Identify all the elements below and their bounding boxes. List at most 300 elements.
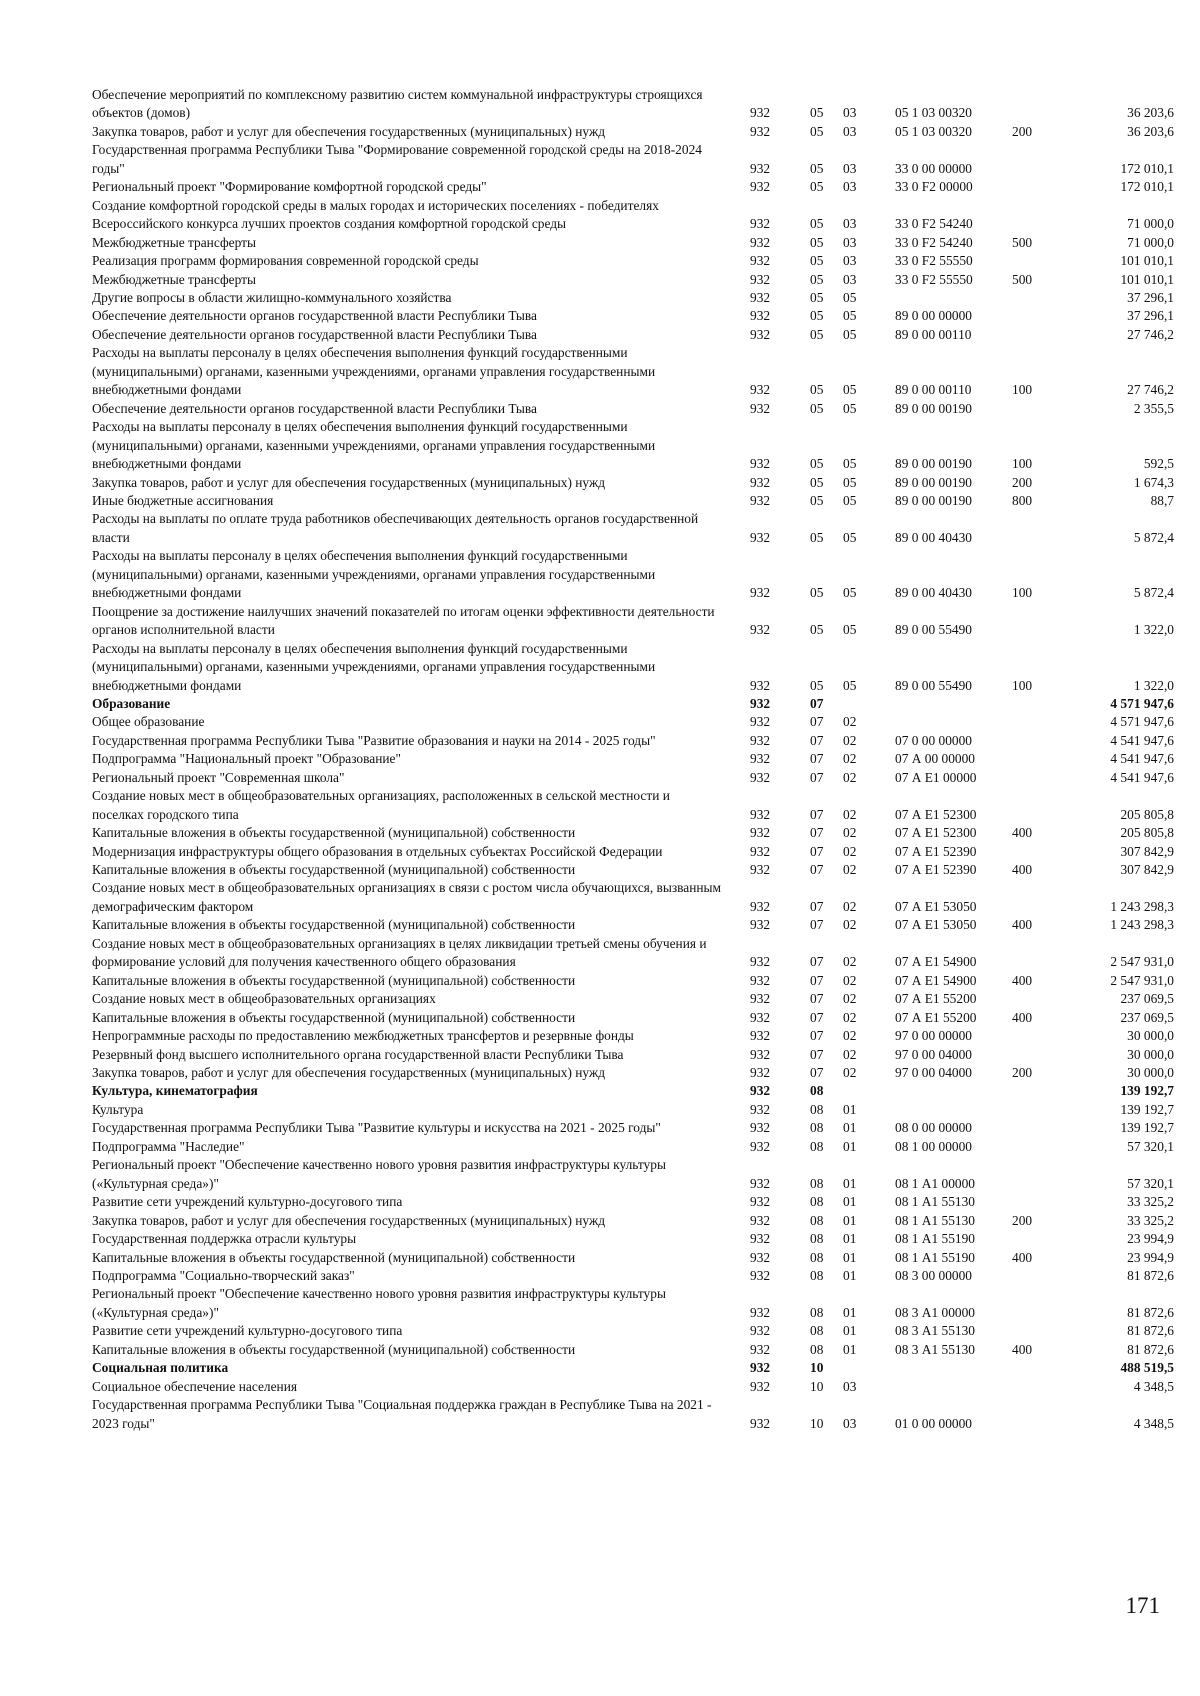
row-target-article: 89 0 00 00110 — [895, 326, 972, 342]
row-amount: 23 994,9 — [1127, 1231, 1174, 1247]
row-section-code: 10 — [810, 1415, 824, 1431]
row-target-article: 07 А Е1 54900 — [895, 972, 977, 988]
row-target-article: 89 0 00 55490 — [895, 622, 972, 638]
row-target-article: 07 А Е1 52390 — [895, 843, 977, 859]
row-amount: 1 674,3 — [1133, 474, 1174, 490]
row-name: Создание новых мест в общеобразовательных организациях в целях ликвидации третьей смены обучения и формирование условий для получения качественного общего образования — [92, 935, 707, 970]
row-amount: 81 872,6 — [1127, 1341, 1174, 1357]
row-section-code: 07 — [810, 1065, 824, 1081]
row-ved-code: 932 — [750, 1249, 771, 1265]
row-target-article: 89 0 00 40430 — [895, 585, 972, 601]
row-subsection-code: 02 — [843, 1065, 857, 1081]
row-section-code: 07 — [810, 991, 824, 1007]
row-amount: 4 348,5 — [1133, 1378, 1174, 1394]
row-section-code: 05 — [810, 216, 824, 232]
row-ved-code: 932 — [750, 1175, 771, 1191]
row-target-article: 07 А 00 00000 — [895, 751, 975, 767]
row-name: Общее образование — [92, 714, 205, 730]
row-amount: 139 192,7 — [1120, 1120, 1174, 1136]
table-row — [92, 713, 1172, 731]
row-subsection-code: 02 — [843, 825, 857, 841]
row-name: Капитальные вложения в объекты государственной (муниципальной) собственности — [92, 972, 576, 988]
row-subsection-code: 05 — [843, 456, 857, 472]
row-amount: 2 547 931,0 — [1110, 954, 1174, 970]
row-target-article: 08 1 А1 00000 — [895, 1175, 975, 1191]
row-section-code: 07 — [810, 695, 824, 711]
row-section-code: 07 — [810, 751, 824, 767]
row-subsection-code: 05 — [843, 492, 857, 508]
row-target-article: 08 1 А1 55190 — [895, 1249, 975, 1265]
row-subsection-code: 02 — [843, 917, 857, 933]
table-row — [92, 510, 1172, 547]
row-ved-code: 932 — [750, 1415, 771, 1431]
row-expense-type: 100 — [1012, 382, 1033, 398]
row-subsection-code: 02 — [843, 769, 857, 785]
table-row — [92, 1230, 1172, 1248]
row-name: Обеспечение деятельности органов государственной власти Республики Тыва — [92, 308, 537, 324]
table-row — [92, 990, 1172, 1008]
table-row — [92, 1378, 1172, 1396]
row-amount: 592,5 — [1143, 456, 1174, 472]
table-row — [92, 916, 1172, 934]
row-section-code: 05 — [810, 622, 824, 638]
row-subsection-code: 01 — [843, 1304, 857, 1320]
row-target-article: 33 0 F2 55550 — [895, 253, 973, 269]
row-amount: 57 320,1 — [1127, 1175, 1174, 1191]
row-amount: 23 994,9 — [1127, 1249, 1174, 1265]
row-name: Капитальные вложения в объекты государственной (муниципальной) собственности — [92, 1341, 576, 1357]
row-subsection-code: 02 — [843, 806, 857, 822]
row-subsection-code: 03 — [843, 271, 857, 287]
row-subsection-code: 02 — [843, 751, 857, 767]
table-row — [92, 824, 1172, 842]
row-name: Расходы на выплаты персоналу в целях обеспечения выполнения функций государственными (муниципальными) органами, казенными учреждениями, органами управления государственными внебюджетными фондами — [92, 548, 656, 601]
row-name: Закупка товаров, работ и услуг для обеспечения государственных (муниципальных) нужд — [92, 1212, 606, 1228]
row-target-article: 08 3 А1 00000 — [895, 1304, 975, 1320]
row-target-article: 07 А Е1 55200 — [895, 991, 977, 1007]
row-target-article: 33 0 F2 55550 — [895, 271, 973, 287]
row-expense-type: 400 — [1012, 1341, 1033, 1357]
row-name: Региональный проект "Формирование комфортной городской среды" — [92, 179, 487, 195]
row-ved-code: 932 — [750, 1378, 771, 1394]
row-expense-type: 400 — [1012, 972, 1033, 988]
budget-table — [92, 86, 1172, 1433]
section-row — [92, 1359, 1172, 1377]
row-ved-code: 932 — [750, 1341, 771, 1357]
table-row — [92, 1119, 1172, 1137]
row-section-code: 08 — [810, 1083, 824, 1099]
row-target-article: 89 0 00 00190 — [895, 492, 972, 508]
row-target-article: 33 0 F2 54240 — [895, 234, 973, 250]
table-row — [92, 400, 1172, 418]
row-section-code: 08 — [810, 1101, 824, 1117]
row-subsection-code: 01 — [843, 1175, 857, 1191]
row-amount: 4 541 947,6 — [1110, 769, 1174, 785]
row-subsection-code: 05 — [843, 326, 857, 342]
row-amount: 36 203,6 — [1127, 123, 1174, 139]
row-ved-code: 932 — [750, 1360, 771, 1376]
row-ved-code: 932 — [750, 400, 771, 416]
row-target-article: 07 А Е1 53050 — [895, 898, 977, 914]
row-amount: 5 872,4 — [1133, 585, 1174, 601]
table-row — [92, 640, 1172, 695]
row-name: Региональный проект "Современная школа" — [92, 769, 345, 785]
row-section-code: 08 — [810, 1120, 824, 1136]
row-expense-type: 100 — [1012, 585, 1033, 601]
row-name: Непрограммные расходы по предоставлению межбюджетных трансфертов и резервные фонды — [92, 1028, 634, 1044]
row-ved-code: 932 — [750, 1194, 771, 1210]
row-section-code: 05 — [810, 160, 824, 176]
row-section-code: 07 — [810, 1028, 824, 1044]
row-expense-type: 200 — [1012, 474, 1033, 490]
row-amount: 488 519,5 — [1120, 1360, 1174, 1376]
row-target-article: 05 1 03 00320 — [895, 105, 972, 121]
row-target-article: 07 А Е1 52300 — [895, 806, 977, 822]
row-name: Закупка товаров, работ и услуг для обеспечения государственных (муниципальных) нужд — [92, 474, 606, 490]
row-amount: 4 541 947,6 — [1110, 732, 1174, 748]
row-subsection-code: 01 — [843, 1323, 857, 1339]
row-section-code: 07 — [810, 825, 824, 841]
row-amount: 172 010,1 — [1120, 179, 1174, 195]
row-target-article: 07 0 00 00000 — [895, 732, 972, 748]
table-row — [92, 271, 1172, 289]
row-amount: 37 296,1 — [1127, 308, 1174, 324]
row-subsection-code: 03 — [843, 234, 857, 250]
row-target-article: 07 А Е1 00000 — [895, 769, 977, 785]
row-amount: 5 872,4 — [1133, 529, 1174, 545]
table-row — [92, 732, 1172, 750]
row-ved-code: 932 — [750, 1028, 771, 1044]
row-section-code: 05 — [810, 308, 824, 324]
row-target-article: 33 0 F2 54240 — [895, 216, 973, 232]
row-amount: 57 320,1 — [1127, 1138, 1174, 1154]
row-amount: 30 000,0 — [1127, 1065, 1174, 1081]
row-section-code: 05 — [810, 234, 824, 250]
row-amount: 33 325,2 — [1127, 1194, 1174, 1210]
row-name: Создание новых мест в общеобразовательных организациях в связи с ростом числа обучающихся, вызванным демографическим фактором — [92, 880, 722, 914]
row-ved-code: 932 — [750, 308, 771, 324]
row-subsection-code: 03 — [843, 179, 857, 195]
row-section-code: 05 — [810, 179, 824, 195]
row-subsection-code: 02 — [843, 1009, 857, 1025]
table-row — [92, 879, 1172, 916]
row-target-article: 07 А Е1 52390 — [895, 862, 977, 878]
row-section-code: 05 — [810, 105, 824, 121]
row-section-code: 10 — [810, 1378, 824, 1394]
row-section-code: 05 — [810, 400, 824, 416]
table-row — [92, 474, 1172, 492]
row-section-code: 05 — [810, 474, 824, 490]
table-row — [92, 1009, 1172, 1027]
row-amount: 30 000,0 — [1127, 1046, 1174, 1062]
row-name: Межбюджетные трансферты — [92, 271, 256, 287]
row-amount: 1 322,0 — [1133, 677, 1174, 693]
row-section-code: 05 — [810, 677, 824, 693]
row-name: Культура, кинематография — [92, 1083, 258, 1099]
row-section-code: 05 — [810, 271, 824, 287]
row-ved-code: 932 — [750, 917, 771, 933]
row-expense-type: 200 — [1012, 1212, 1033, 1228]
row-subsection-code: 02 — [843, 991, 857, 1007]
row-section-code: 08 — [810, 1268, 824, 1283]
row-name: Региональный проект "Обеспечение качественно нового уровня развития инфраструктуры культуры («Культурная среда»)" — [92, 1157, 666, 1191]
row-subsection-code: 02 — [843, 714, 857, 730]
row-target-article: 07 А Е1 53050 — [895, 917, 977, 933]
row-target-article: 08 0 00 00000 — [895, 1120, 972, 1136]
table-row — [92, 1212, 1172, 1230]
row-name: Государственная программа Республики Тыва "Социальная поддержка граждан в Республике Тыва на 2021 - 2023 годы" — [92, 1397, 712, 1431]
row-ved-code: 932 — [750, 991, 771, 1007]
table-row — [92, 418, 1172, 473]
row-name: Межбюджетные трансферты — [92, 234, 256, 250]
table-row — [92, 197, 1172, 234]
table-row — [92, 307, 1172, 325]
row-amount: 33 325,2 — [1127, 1212, 1174, 1228]
row-amount: 307 842,9 — [1120, 843, 1174, 859]
row-name: Обеспечение мероприятий по комплексному развитию систем коммунальной инфраструктуры строящихся объектов (домов) — [92, 87, 703, 121]
row-section-code: 07 — [810, 769, 824, 785]
row-section-code: 08 — [810, 1304, 824, 1320]
row-name: Иные бюджетные ассигнования — [92, 492, 274, 508]
row-target-article: 08 1 А1 55190 — [895, 1231, 975, 1247]
row-section-code: 08 — [810, 1138, 824, 1154]
row-target-article: 07 А Е1 54900 — [895, 954, 977, 970]
table-row — [92, 769, 1172, 787]
row-name: Другие вопросы в области жилищно-коммунального хозяйства — [92, 289, 452, 305]
row-expense-type: 400 — [1012, 862, 1033, 878]
table-row — [92, 787, 1172, 824]
row-ved-code: 932 — [750, 160, 771, 176]
row-amount: 139 192,7 — [1120, 1083, 1174, 1099]
table-row — [92, 1138, 1172, 1156]
row-subsection-code: 05 — [843, 585, 857, 601]
row-name: Капитальные вложения в объекты государственной (муниципальной) собственности — [92, 1249, 576, 1265]
row-expense-type: 500 — [1012, 271, 1033, 287]
row-ved-code: 932 — [750, 1323, 771, 1339]
row-ved-code: 932 — [750, 1065, 771, 1081]
row-ved-code: 932 — [750, 1212, 771, 1228]
row-amount: 81 872,6 — [1127, 1323, 1174, 1339]
row-ved-code: 932 — [750, 234, 771, 250]
row-amount: 2 547 931,0 — [1110, 972, 1174, 988]
row-ved-code: 932 — [750, 806, 771, 822]
row-amount: 205 805,8 — [1120, 806, 1174, 822]
row-name: Реализация программ формирования современной городской среды — [92, 253, 479, 269]
row-name: Резервный фонд высшего исполнительного органа государственной власти Республики Тыва — [92, 1046, 624, 1062]
row-target-article: 89 0 00 55490 — [895, 677, 972, 693]
table-row — [92, 1193, 1172, 1211]
row-name: Региональный проект "Обеспечение качественно нового уровня развития инфраструктуры культуры («Культурная среда»)" — [92, 1286, 666, 1320]
row-section-code: 08 — [810, 1341, 824, 1357]
row-ved-code: 932 — [750, 1304, 771, 1320]
row-amount: 36 203,6 — [1127, 105, 1174, 121]
row-section-code: 07 — [810, 954, 824, 970]
table-row — [92, 1396, 1172, 1433]
row-amount: 71 000,0 — [1127, 234, 1174, 250]
row-ved-code: 932 — [750, 529, 771, 545]
table-row — [92, 492, 1172, 510]
row-amount: 37 296,1 — [1127, 289, 1174, 305]
row-ved-code: 932 — [750, 216, 771, 232]
row-subsection-code: 02 — [843, 898, 857, 914]
row-target-article: 08 3 А1 55130 — [895, 1323, 975, 1339]
row-amount: 4 571 947,6 — [1110, 695, 1174, 711]
row-target-article: 89 0 00 00190 — [895, 456, 972, 472]
row-section-code: 05 — [810, 492, 824, 508]
table-row — [92, 750, 1172, 768]
row-amount: 139 192,7 — [1120, 1101, 1174, 1117]
row-target-article: 08 1 00 00000 — [895, 1138, 972, 1154]
row-target-article: 07 А Е1 52300 — [895, 825, 977, 841]
row-target-article: 08 3 00 00000 — [895, 1268, 972, 1283]
row-section-code: 05 — [810, 382, 824, 398]
row-ved-code: 932 — [750, 289, 771, 305]
table-row — [92, 252, 1172, 270]
table-row — [92, 603, 1172, 640]
row-subsection-code: 02 — [843, 954, 857, 970]
table-row — [92, 326, 1172, 344]
row-target-article: 97 0 00 04000 — [895, 1065, 972, 1081]
row-name: Развитие сети учреждений культурно-досугового типа — [92, 1194, 403, 1210]
row-section-code: 07 — [810, 732, 824, 748]
table-row — [92, 1064, 1172, 1082]
table-row — [92, 178, 1172, 196]
row-subsection-code: 02 — [843, 862, 857, 878]
row-name: Государственная программа Республики Тыва "Формирование современной городской среды на 2018-2024 годы" — [92, 142, 702, 176]
row-amount: 71 000,0 — [1127, 216, 1174, 232]
row-name: Расходы на выплаты по оплате труда работников обеспечивающих деятельность органов государственной власти — [92, 511, 699, 545]
row-expense-type: 400 — [1012, 825, 1033, 841]
row-section-code: 05 — [810, 529, 824, 545]
row-ved-code: 932 — [750, 714, 771, 730]
row-subsection-code: 02 — [843, 732, 857, 748]
table-row — [92, 972, 1172, 990]
row-ved-code: 932 — [750, 769, 771, 785]
row-subsection-code: 03 — [843, 253, 857, 269]
row-name: Социальная политика — [92, 1360, 229, 1376]
row-subsection-code: 01 — [843, 1194, 857, 1210]
row-target-article: 33 0 F2 00000 — [895, 179, 973, 195]
table-row — [92, 1101, 1172, 1119]
row-subsection-code: 03 — [843, 1378, 857, 1394]
row-ved-code: 932 — [750, 492, 771, 508]
row-expense-type: 200 — [1012, 123, 1033, 139]
row-amount: 1 322,0 — [1133, 622, 1174, 638]
row-ved-code: 932 — [750, 1101, 771, 1117]
row-name: Создание новых мест в общеобразовательных организациях, расположенных в сельской местности и поселках городского типа — [92, 788, 670, 822]
table-row — [92, 123, 1172, 141]
row-subsection-code: 01 — [843, 1249, 857, 1265]
row-subsection-code: 03 — [843, 216, 857, 232]
page-number: 171 — [1125, 1593, 1160, 1618]
row-ved-code: 932 — [750, 1083, 771, 1099]
row-ved-code: 932 — [750, 1120, 771, 1136]
row-name: Создание комфортной городской среды в малых городах и исторических поселениях - победителях Всероссийского конкурса лучших проектов создания комфортной городской среды — [92, 197, 659, 232]
row-amount: 172 010,1 — [1120, 160, 1174, 176]
row-name: Государственная программа Республики Тыва "Развитие образования и науки на 2014 - 2025 годы" — [92, 732, 656, 748]
table-row — [92, 935, 1172, 972]
row-ved-code: 932 — [750, 862, 771, 878]
table-row — [92, 86, 1172, 123]
table-row — [92, 344, 1172, 399]
row-target-article: 05 1 03 00320 — [895, 123, 972, 139]
row-ved-code: 932 — [750, 677, 771, 693]
row-expense-type: 100 — [1012, 677, 1033, 693]
row-name: Капитальные вложения в объекты государственной (муниципальной) собственности — [92, 862, 576, 878]
row-name: Расходы на выплаты персоналу в целях обеспечения выполнения функций государственными (муниципальными) органами, казенными учреждениями, органами управления государственными внебюджетными фондами — [92, 640, 656, 693]
row-amount: 4 571 947,6 — [1110, 714, 1174, 730]
row-ved-code: 932 — [750, 105, 771, 121]
row-expense-type: 800 — [1012, 492, 1033, 508]
row-amount: 27 746,2 — [1127, 382, 1174, 398]
row-expense-type: 100 — [1012, 456, 1033, 472]
row-target-article: 89 0 00 00000 — [895, 308, 972, 324]
row-section-code: 07 — [810, 862, 824, 878]
row-name: Создание новых мест в общеобразовательных организациях — [92, 991, 436, 1007]
row-section-code: 07 — [810, 843, 824, 859]
row-subsection-code: 01 — [843, 1341, 857, 1357]
row-amount: 81 872,6 — [1127, 1268, 1174, 1283]
row-target-article: 97 0 00 04000 — [895, 1046, 972, 1062]
row-expense-type: 400 — [1012, 1009, 1033, 1025]
row-subsection-code: 05 — [843, 622, 857, 638]
section-row — [92, 695, 1172, 713]
row-ved-code: 932 — [750, 751, 771, 767]
row-name: Обеспечение деятельности органов государственной власти Республики Тыва — [92, 326, 537, 342]
row-section-code: 08 — [810, 1231, 824, 1247]
table-row — [92, 1267, 1172, 1285]
row-section-code: 07 — [810, 972, 824, 988]
row-subsection-code: 05 — [843, 308, 857, 324]
table-row — [92, 1249, 1172, 1267]
row-name: Подпрограмма "Национальный проект "Образование" — [92, 751, 401, 767]
row-subsection-code: 05 — [843, 677, 857, 693]
table-row — [92, 861, 1172, 879]
row-amount: 1 243 298,3 — [1110, 917, 1174, 933]
table-row — [92, 141, 1172, 178]
row-section-code: 07 — [810, 806, 824, 822]
row-name: Поощрение за достижение наилучших значений показателей по итогам оценки эффективности деятельности органов исполнительной власти — [92, 603, 715, 638]
row-section-code: 05 — [810, 585, 824, 601]
row-ved-code: 932 — [750, 179, 771, 195]
row-ved-code: 932 — [750, 1046, 771, 1062]
row-ved-code: 932 — [750, 382, 771, 398]
row-subsection-code: 05 — [843, 474, 857, 490]
row-subsection-code: 03 — [843, 160, 857, 176]
row-amount: 237 069,5 — [1120, 991, 1174, 1007]
row-subsection-code: 01 — [843, 1101, 857, 1117]
row-section-code: 08 — [810, 1212, 824, 1228]
row-section-code: 08 — [810, 1194, 824, 1210]
row-name: Капитальные вложения в объекты государственной (муниципальной) собственности — [92, 825, 576, 841]
row-section-code: 05 — [810, 253, 824, 269]
row-section-code: 08 — [810, 1323, 824, 1339]
table-row — [92, 1322, 1172, 1340]
row-amount: 2 355,5 — [1133, 400, 1174, 416]
row-ved-code: 932 — [750, 253, 771, 269]
row-section-code: 07 — [810, 714, 824, 730]
row-subsection-code: 02 — [843, 1028, 857, 1044]
row-ved-code: 932 — [750, 732, 771, 748]
row-ved-code: 932 — [750, 271, 771, 287]
row-amount: 4 541 947,6 — [1110, 751, 1174, 767]
row-name: Государственная программа Республики Тыва "Развитие культуры и искусства на 2021 - 2025 годы" — [92, 1120, 661, 1136]
row-ved-code: 932 — [750, 474, 771, 490]
row-ved-code: 932 — [750, 456, 771, 472]
row-ved-code: 932 — [750, 695, 771, 711]
table-row — [92, 234, 1172, 252]
row-ved-code: 932 — [750, 898, 771, 914]
